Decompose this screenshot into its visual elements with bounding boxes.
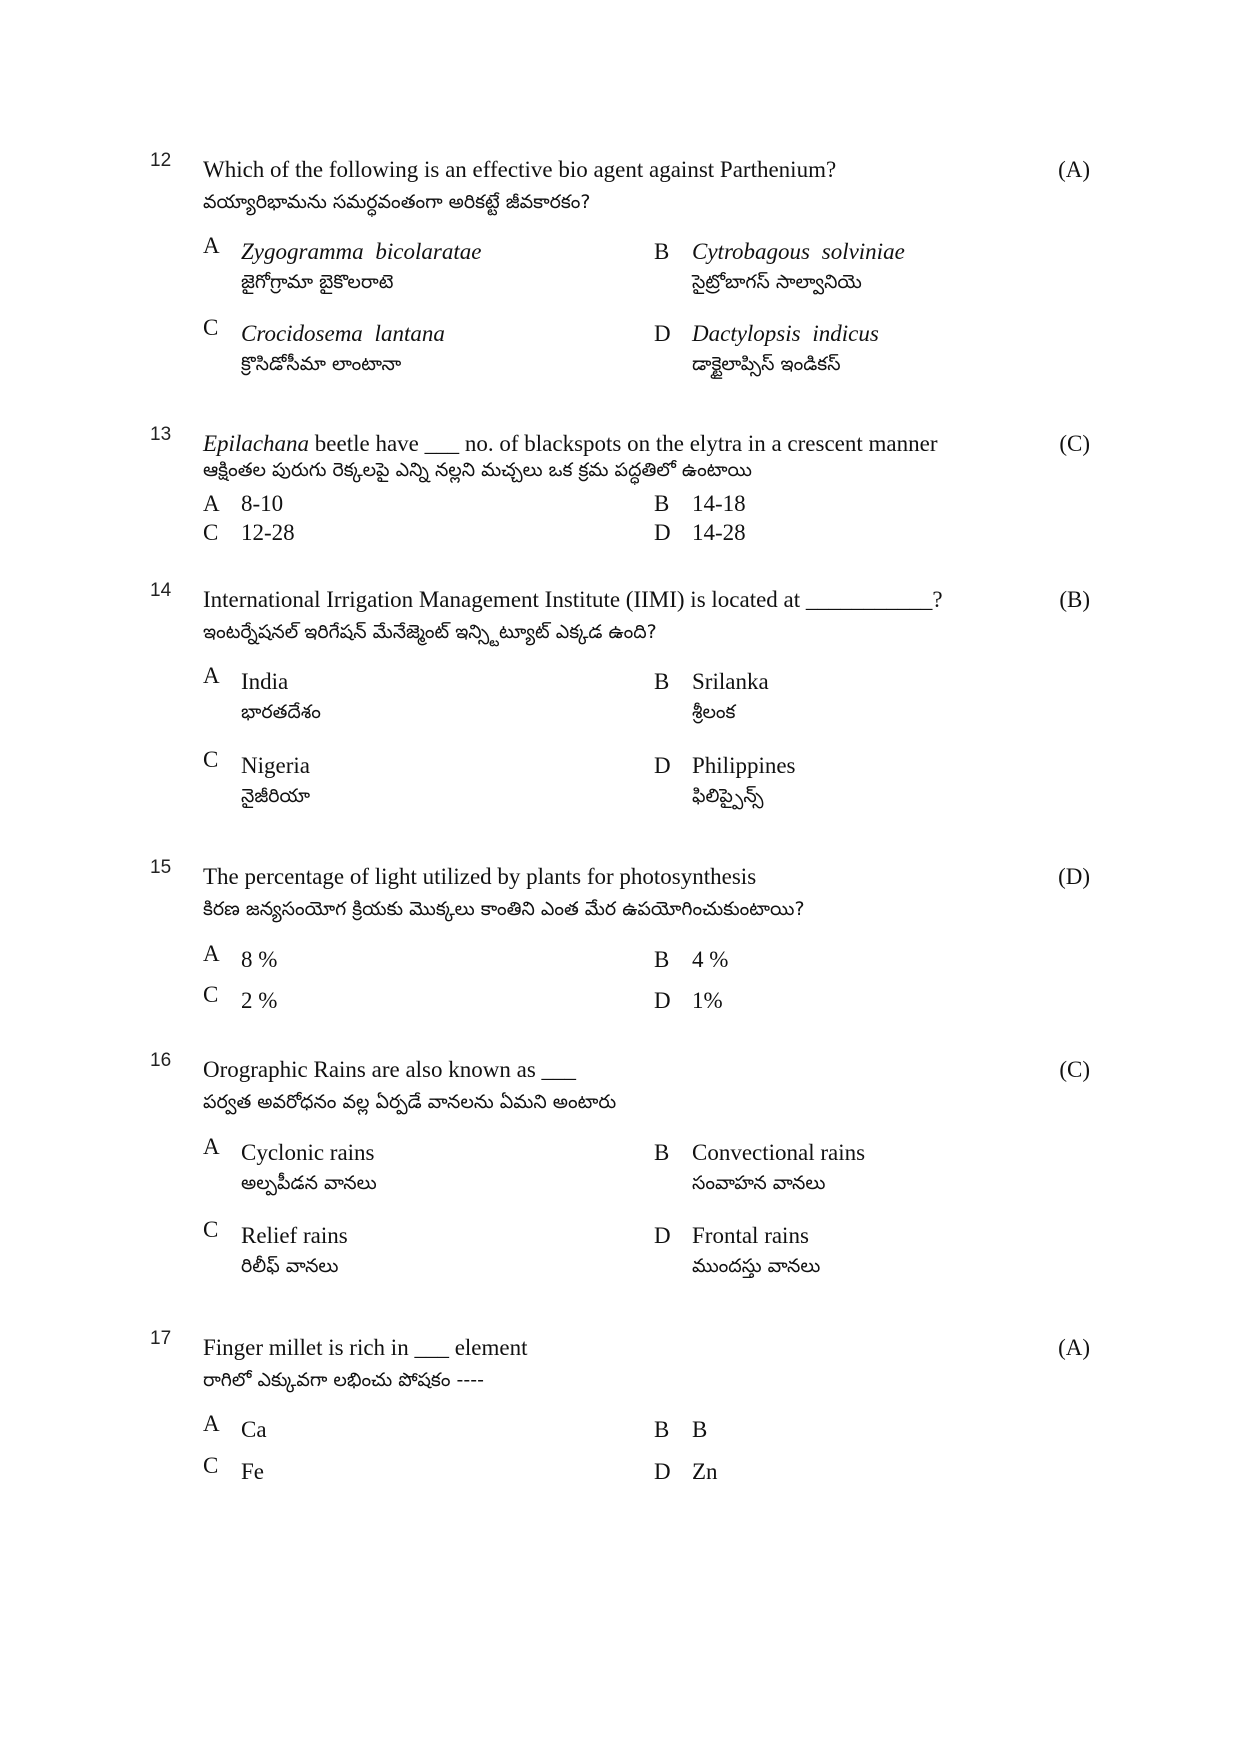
question-text-rest: beetle have ___ no. of blackspots on the elytra in a crescent manner: [309, 431, 938, 456]
option-letter: A: [203, 1134, 220, 1159]
question-number: 16: [150, 1050, 172, 1071]
option-text-telugu: సైట్రోబాగస్ సాల్వానియె: [692, 271, 862, 293]
option-letter: B: [654, 491, 670, 516]
option-text-english: Ca: [241, 1417, 267, 1442]
option-letter: B: [654, 947, 670, 972]
question-text-telugu: వయ్యారిభామను సమర్ధవంతంగా అరికట్టే జీవకారకం?: [203, 191, 591, 213]
option-text-english: Srilanka: [692, 669, 769, 694]
option-letter: D: [654, 988, 671, 1013]
answer-key: (C): [1059, 431, 1090, 456]
question-number: 17: [150, 1328, 172, 1349]
option-letter: D: [654, 1223, 671, 1248]
species-name: Epilachana: [203, 431, 310, 456]
question-text-english: Finger millet is rich in ___ element: [203, 1335, 528, 1360]
option-text-english: 1%: [692, 988, 723, 1013]
option-text-telugu: రిలీఫ్ వానలు: [241, 1255, 339, 1277]
option-letter: C: [203, 1217, 219, 1242]
option-text-english: 8-10: [241, 491, 284, 516]
option-text-telugu: సంవాహన వానలు: [692, 1172, 826, 1194]
option-letter: C: [203, 315, 219, 340]
question-number: 14: [150, 580, 172, 601]
option-letter: C: [203, 747, 219, 772]
question-text-english: Which of the following is an effective bio agent against Parthenium?: [203, 157, 837, 182]
answer-key: (C): [1059, 1057, 1090, 1082]
option-letter: D: [654, 520, 671, 545]
option-letter: B: [654, 1417, 670, 1442]
option-text-telugu: నైజీరియా: [241, 785, 311, 807]
question-text-telugu: ఆక్షింతల పురుగు రెక్కలపై ఎన్ని నల్లని మచ్చలు ఒక క్రమ పద్ధతిలో ఉంటాయి: [203, 459, 752, 481]
option-text-english: 14-28: [692, 520, 746, 545]
answer-key: (D): [1058, 864, 1090, 889]
option-letter: C: [203, 520, 219, 545]
option-text-english: Nigeria: [241, 753, 310, 778]
question-text-telugu: కిరణ జన్యసంయోగ క్రియకు మొక్కలు కాంతిని ఎంత మేర ఉపయోగించుకుంటాయి?: [203, 898, 805, 920]
option-text-english: Dactylopsis indicus: [692, 321, 879, 346]
option-letter: D: [654, 321, 671, 346]
answer-key: (A): [1058, 157, 1090, 182]
option-text-english: Fe: [241, 1459, 264, 1484]
option-letter: A: [203, 233, 220, 258]
option-text-telugu: శ్రీలంక: [692, 701, 736, 723]
option-text-telugu: జైగోగ్రామా బైకొలరాటె: [241, 271, 394, 293]
option-letter: D: [654, 753, 671, 778]
question-text-english: International Irrigation Management Institute (IIMI) is located at ___________?: [203, 587, 943, 612]
question-text-english: The percentage of light utilized by plants for photosynthesis: [203, 864, 757, 889]
option-letter: B: [654, 669, 670, 694]
option-text-english: Frontal rains: [692, 1223, 809, 1248]
option-text-telugu: భారతదేశం: [241, 701, 321, 723]
option-text-english: 4 %: [692, 947, 729, 972]
option-letter: A: [203, 941, 220, 966]
option-letter: B: [654, 239, 670, 264]
question-text-telugu: పర్వత అవరోధనం వల్ల ఏర్పడే వానలను ఏమని అంటారు: [203, 1091, 617, 1113]
option-text-telugu: అల్పపీడన వానలు: [241, 1172, 377, 1194]
option-text-english: Cytrobagous solviniae: [692, 239, 905, 264]
option-letter: B: [654, 1140, 670, 1165]
option-text-english: B: [692, 1417, 708, 1442]
option-text-telugu: ఫిలిప్పైన్స్: [692, 785, 764, 807]
answer-key: (B): [1059, 587, 1090, 612]
option-text-english: Philippines: [692, 753, 796, 778]
option-text-english: Relief rains: [241, 1223, 348, 1248]
option-text-english: 8 %: [241, 947, 278, 972]
option-letter: A: [203, 1411, 220, 1436]
option-text-telugu: డాక్టైలాప్సిస్ ఇండికస్: [692, 353, 841, 375]
option-text-english: India: [241, 669, 289, 694]
question-number: 13: [150, 424, 172, 445]
option-text-english: Crocidosema lantana: [241, 321, 445, 346]
option-letter: C: [203, 982, 219, 1007]
option-text-telugu: ముందస్తు వానలు: [692, 1255, 821, 1277]
question-number: 15: [150, 857, 172, 878]
question-text-telugu: ఇంటర్నేషనల్ ఇరిగేషన్ మేనేజ్మెంట్ ఇన్స్టిట్యూట్ ఎక్కడ ఉంది?: [203, 621, 657, 643]
option-letter: A: [203, 663, 220, 688]
option-letter: A: [203, 491, 220, 516]
option-text-english: 14-18: [692, 491, 746, 516]
option-text-english: 12-28: [241, 520, 295, 545]
option-text-english: Zn: [692, 1459, 718, 1484]
question-text-english: Orographic Rains are also known as ___: [203, 1057, 577, 1082]
question-number: 12: [150, 150, 172, 171]
option-text-english: Zygogramma bicolaratae: [241, 239, 482, 264]
option-letter: D: [654, 1459, 671, 1484]
option-text-telugu: క్రొసిడోసీమా లాంటానా: [241, 353, 402, 375]
question-text-telugu: రాగిలో ఎక్కువగా లభించు పోషకం ----: [203, 1369, 484, 1391]
option-text-english: 2 %: [241, 988, 278, 1013]
option-text-english: Cyclonic rains: [241, 1140, 375, 1165]
answer-key: (A): [1058, 1335, 1090, 1360]
question-text-english: [203, 430, 937, 458]
option-text-english: Convectional rains: [692, 1140, 866, 1165]
option-letter: C: [203, 1453, 219, 1478]
